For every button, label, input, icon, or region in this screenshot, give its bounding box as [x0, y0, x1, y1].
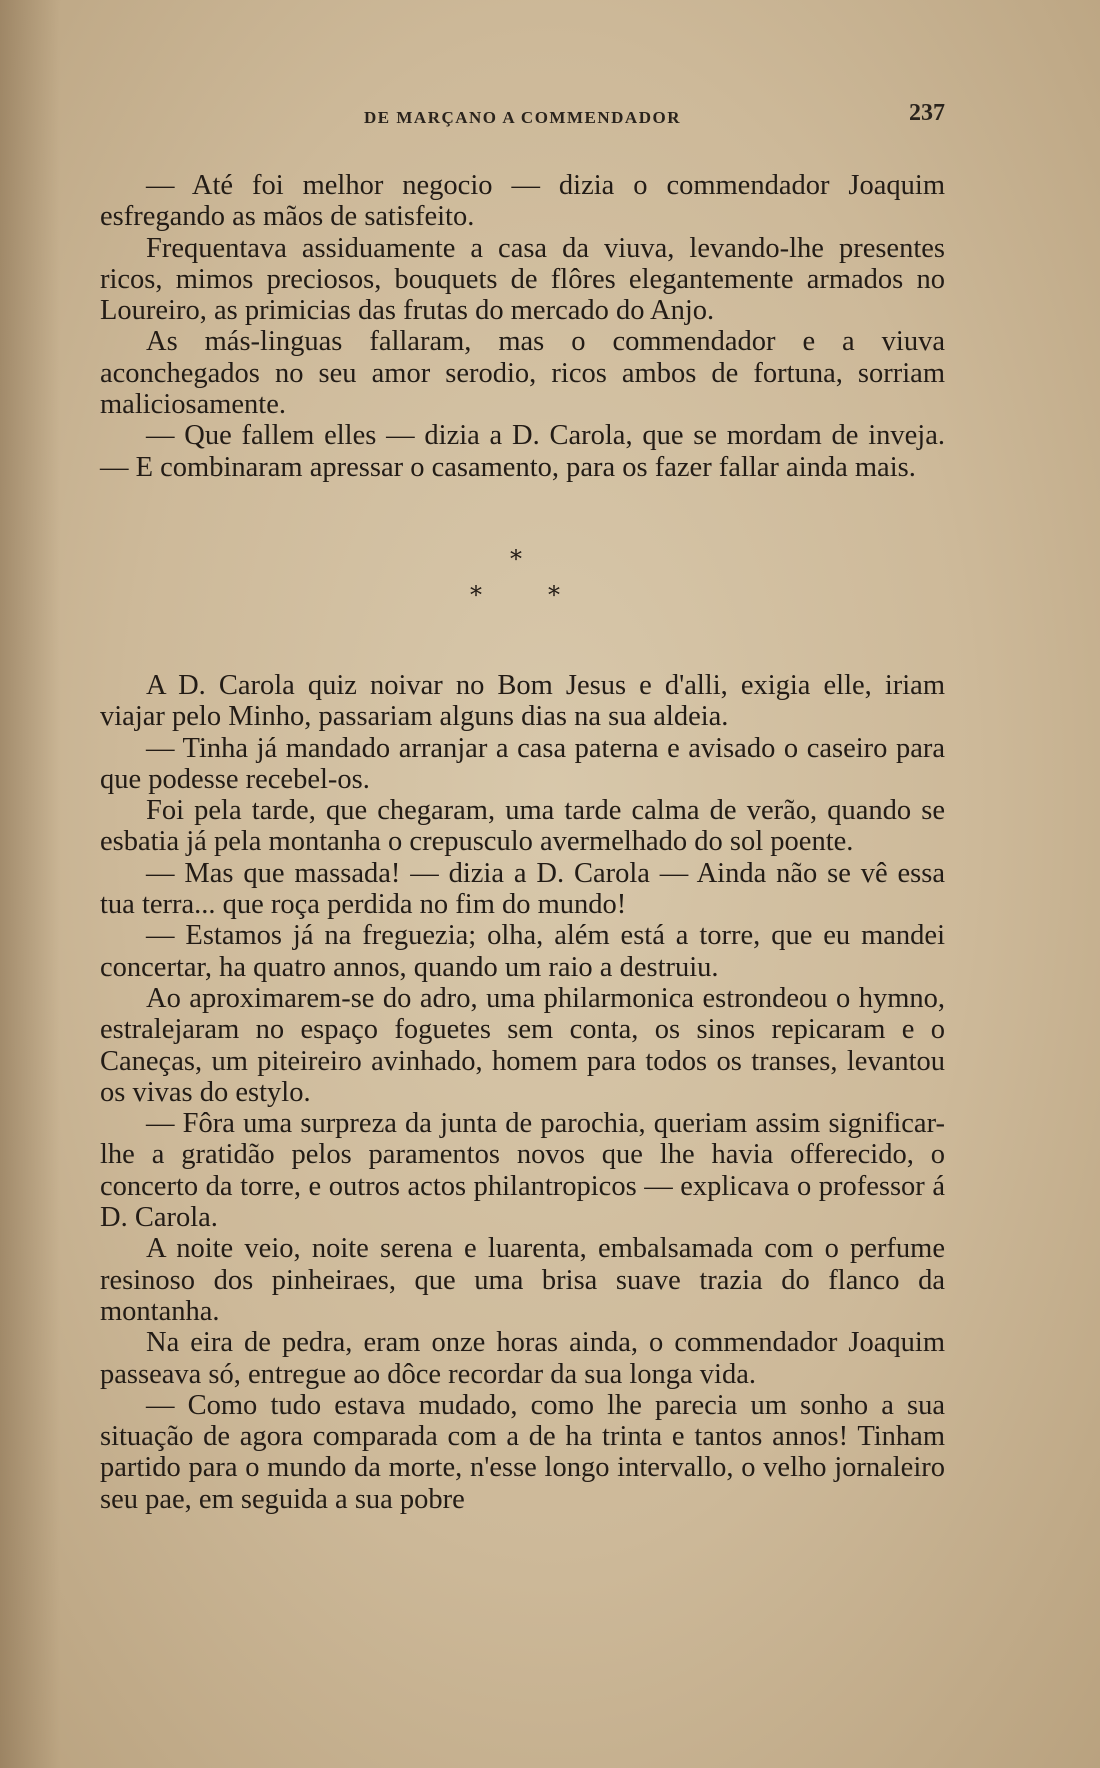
paragraph: Foi pela tarde, que chegaram, uma tarde calma de verão, quando se esbatia já pela montanha o crepusculo avermelhado do sol poente.	[100, 795, 945, 858]
paragraph: A noite veio, noite serena e luarenta, embalsamada com o perfume resinoso dos pinheiraes, que uma brisa suave trazia do flanco da montanha.	[100, 1233, 945, 1327]
paragraph: — Tinha já mandado arranjar a casa paterna e avisado o caseiro para que podesse recebel-os.	[100, 732, 945, 795]
paragraph: As más-linguas fallaram, mas o commendador e a viuva aconchegados no seu amor serodio, ricos ambos de fortuna, sorriam maliciosamente.	[100, 326, 945, 421]
asterism-star: *	[548, 581, 560, 609]
paragraph: Na eira de pedra, eram onze horas ainda, o commendador Joaquim passeava só, entregue ao dôce recordar da sua longa vida.	[100, 1327, 945, 1390]
page-header	[100, 100, 945, 140]
asterism-star: *	[470, 581, 482, 609]
text-block-after-break	[100, 670, 945, 1515]
paragraph: A D. Carola quiz noivar no Bom Jesus e d'alli, exigia elle, iriam viajar pelo Minho, passariam alguns dias na sua aldeia.	[100, 670, 945, 733]
paragraph: — Que fallem elles — dizia a D. Carola, que se mordam de inveja. — E combinaram apressar o casamento, para os fazer fallar ainda mais.	[100, 420, 945, 483]
paragraph: — Fôra uma surpreza da junta de parochia, queriam assim significar-lhe a gratidão pelos paramentos novos que lhe havia offerecido, o concerto da torre, e outros actos philantropicos — explicava o professor á D. Carola.	[100, 1108, 945, 1234]
text-block-before-break	[100, 170, 945, 483]
paragraph: Frequentava assiduamente a casa da viuva, levando-lhe presentes ricos, mimos preciosos, bouquets de flôres elegantemente armados no Loureiro, as primicias das frutas do mercado do Anjo.	[100, 232, 945, 327]
asterism-star: *	[510, 545, 522, 573]
running-title: DE MARÇANO A COMMENDADOR	[364, 108, 681, 127]
paragraph: — Como tudo estava mudado, como lhe parecia um sonho a sua situação de agora comparada com a de ha trinta e tantos annos! Tinham partido para o mundo da morte, n'esse longo intervallo, o velho jornaleiro seu pae, em seguida a sua pobre	[100, 1389, 945, 1515]
paragraph: — Até foi melhor negocio — dizia o commendador Joaquim esfregando as mãos de satisfeito.	[100, 170, 945, 233]
page-edge-shadow	[0, 0, 60, 1768]
page-number: 237	[909, 100, 945, 126]
paragraph: — Estamos já na freguezia; olha, além está a torre, que eu mandei concertar, ha quatro annos, quando um raio a destruiu.	[100, 920, 945, 983]
paragraph: — Mas que massada! — dizia a D. Carola — Ainda não se vê essa tua terra... que roça perdida no fim do mundo!	[100, 857, 945, 921]
section-break-asterism	[100, 545, 945, 615]
paragraph: Ao aproximarem-se do adro, uma philarmonica estrondeou o hymno, estralejaram no espaço foguetes sem conta, os sinos repicaram e o Caneças, um piteireiro avinhado, homem para todos os transes, levantou os vivas do estylo.	[100, 982, 945, 1108]
